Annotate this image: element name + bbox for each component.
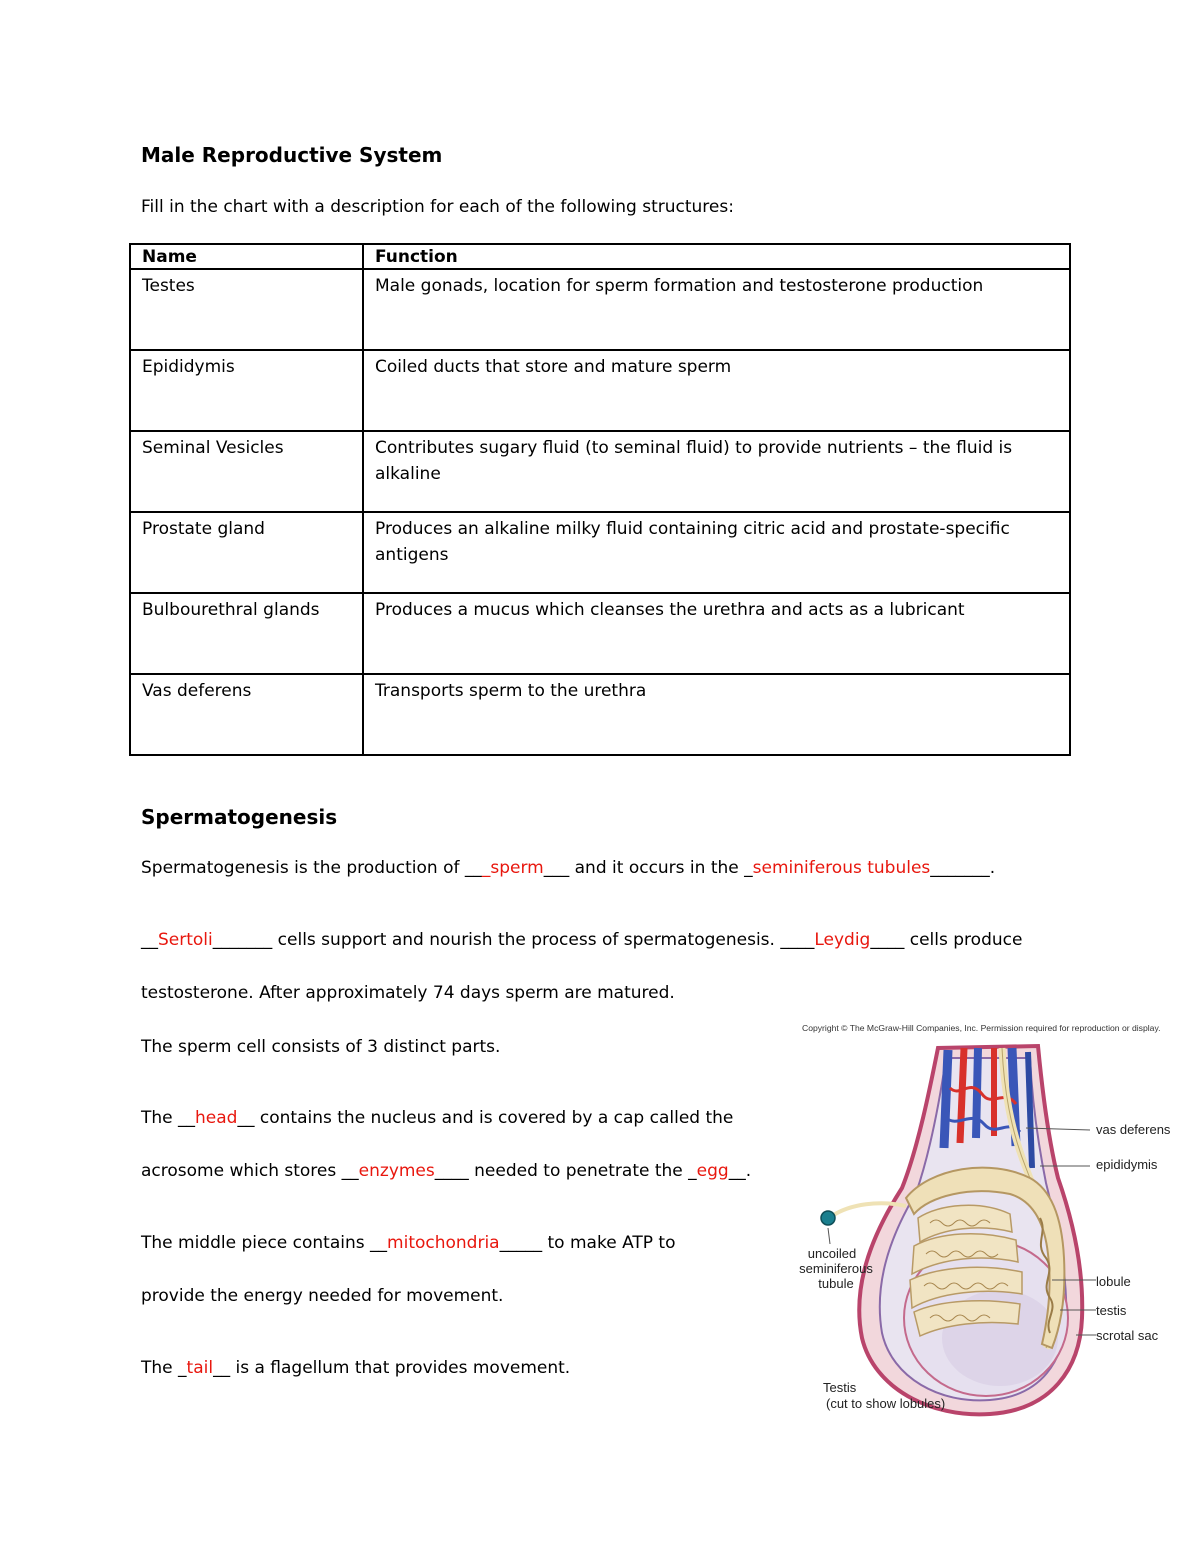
structure-name: Testes	[130, 269, 363, 350]
structure-function: Coiled ducts that store and mature sperm	[363, 350, 1070, 431]
static-text: __	[141, 930, 158, 950]
text-line-8: provide the energy needed for movement.	[141, 1286, 504, 1306]
tubule-end	[821, 1211, 835, 1225]
label-vas-deferens: vas deferens	[1096, 1122, 1171, 1137]
table-row	[130, 269, 1070, 350]
header-name: Name	[130, 244, 363, 269]
static-text: _______.	[930, 858, 996, 878]
label-uncoiled-1: uncoiled	[807, 1246, 857, 1261]
fill-in-line-5	[141, 1108, 733, 1128]
answer-mitochondria: mitochondria	[387, 1233, 500, 1253]
structure-name: Epididymis	[130, 350, 363, 431]
copyright-note: Copyright © The McGraw-Hill Companies, Inc. Permission required for reproduction or display.	[802, 1023, 1161, 1033]
structure-function: Transports sperm to the urethra	[363, 674, 1070, 755]
label-lobule: lobule	[1096, 1274, 1131, 1289]
caption-cut: (cut to show lobules)	[826, 1396, 946, 1411]
table-row	[130, 512, 1070, 593]
chart-instructions: Fill in the chart with a description for each of the following structures:	[141, 197, 734, 217]
fill-in-line-7	[141, 1233, 675, 1253]
static-text: The _	[141, 1358, 187, 1378]
static-text: ____ needed to penetrate the _	[434, 1161, 697, 1181]
section-heading: Spermatogenesis	[141, 805, 338, 829]
structure-name: Vas deferens	[130, 674, 363, 755]
answer-leydig: Leydig	[814, 930, 871, 950]
answer-head: head	[195, 1108, 238, 1128]
testis-diagram	[790, 1018, 1180, 1418]
static-text: The middle piece contains __	[141, 1233, 388, 1253]
answer-tail: tail	[186, 1358, 214, 1378]
static-text: __ is a flagellum that provides movement.	[213, 1358, 571, 1378]
structure-name: Seminal Vesicles	[130, 431, 363, 512]
label-epididymis: epididymis	[1096, 1157, 1158, 1172]
static-text: ____ cells produce	[870, 930, 1023, 950]
answer-egg: egg	[696, 1161, 729, 1181]
table-row	[130, 350, 1070, 431]
table-row	[130, 593, 1070, 674]
label-uncoiled-2: seminiferous	[799, 1261, 873, 1276]
structure-function: Male gonads, location for sperm formation and testosterone production	[363, 269, 1070, 350]
static-text: __.	[728, 1161, 752, 1181]
static-text: acrosome which stores __	[141, 1161, 359, 1181]
static-text: The __	[141, 1108, 196, 1128]
text-line-4: The sperm cell consists of 3 distinct parts.	[141, 1037, 501, 1057]
structure-name: Prostate gland	[130, 512, 363, 593]
fill-in-line-2	[141, 930, 1022, 950]
label-testis: testis	[1096, 1303, 1127, 1318]
static-text: ___ and it occurs in the _	[543, 858, 753, 878]
label-uncoiled-3: tubule	[818, 1276, 854, 1291]
structure-function: Produces a mucus which cleanses the urethra and acts as a lubricant	[363, 593, 1070, 674]
structure-function: Contributes sugary fluid (to seminal fluid) to provide nutrients – the fluid is alkaline	[363, 431, 1070, 512]
page-title: Male Reproductive System	[141, 143, 443, 167]
fill-in-line-9	[141, 1358, 570, 1378]
static-text: _______ cells support and nourish the process of spermatogenesis. ____	[212, 930, 815, 950]
label-scrotal-sac: scrotal sac	[1096, 1328, 1159, 1343]
structures-table	[129, 243, 1071, 756]
answer-sertoli: Sertoli	[158, 930, 213, 950]
caption-testis: Testis	[823, 1380, 857, 1395]
static-text: __ contains the nucleus and is covered by a cap called the	[237, 1108, 734, 1128]
answer-sperm: _sperm	[481, 858, 544, 878]
table-row	[130, 431, 1070, 512]
static-text: Spermatogenesis is the production of __	[141, 858, 482, 878]
structure-function: Produces an alkaline milky fluid containing citric acid and prostate-specific antigens	[363, 512, 1070, 593]
static-text: _____ to make ATP to	[499, 1233, 676, 1253]
structure-name: Bulbourethral glands	[130, 593, 363, 674]
table-row	[130, 674, 1070, 755]
table-header-row	[130, 244, 1070, 269]
fill-in-line-6	[141, 1161, 751, 1181]
fill-in-line-1	[141, 858, 995, 878]
text-line-3: testosterone. After approximately 74 days sperm are matured.	[141, 983, 675, 1003]
answer-seminiferous-tubules: seminiferous tubules	[752, 858, 931, 878]
header-function: Function	[363, 244, 1070, 269]
answer-enzymes: enzymes	[358, 1161, 435, 1181]
